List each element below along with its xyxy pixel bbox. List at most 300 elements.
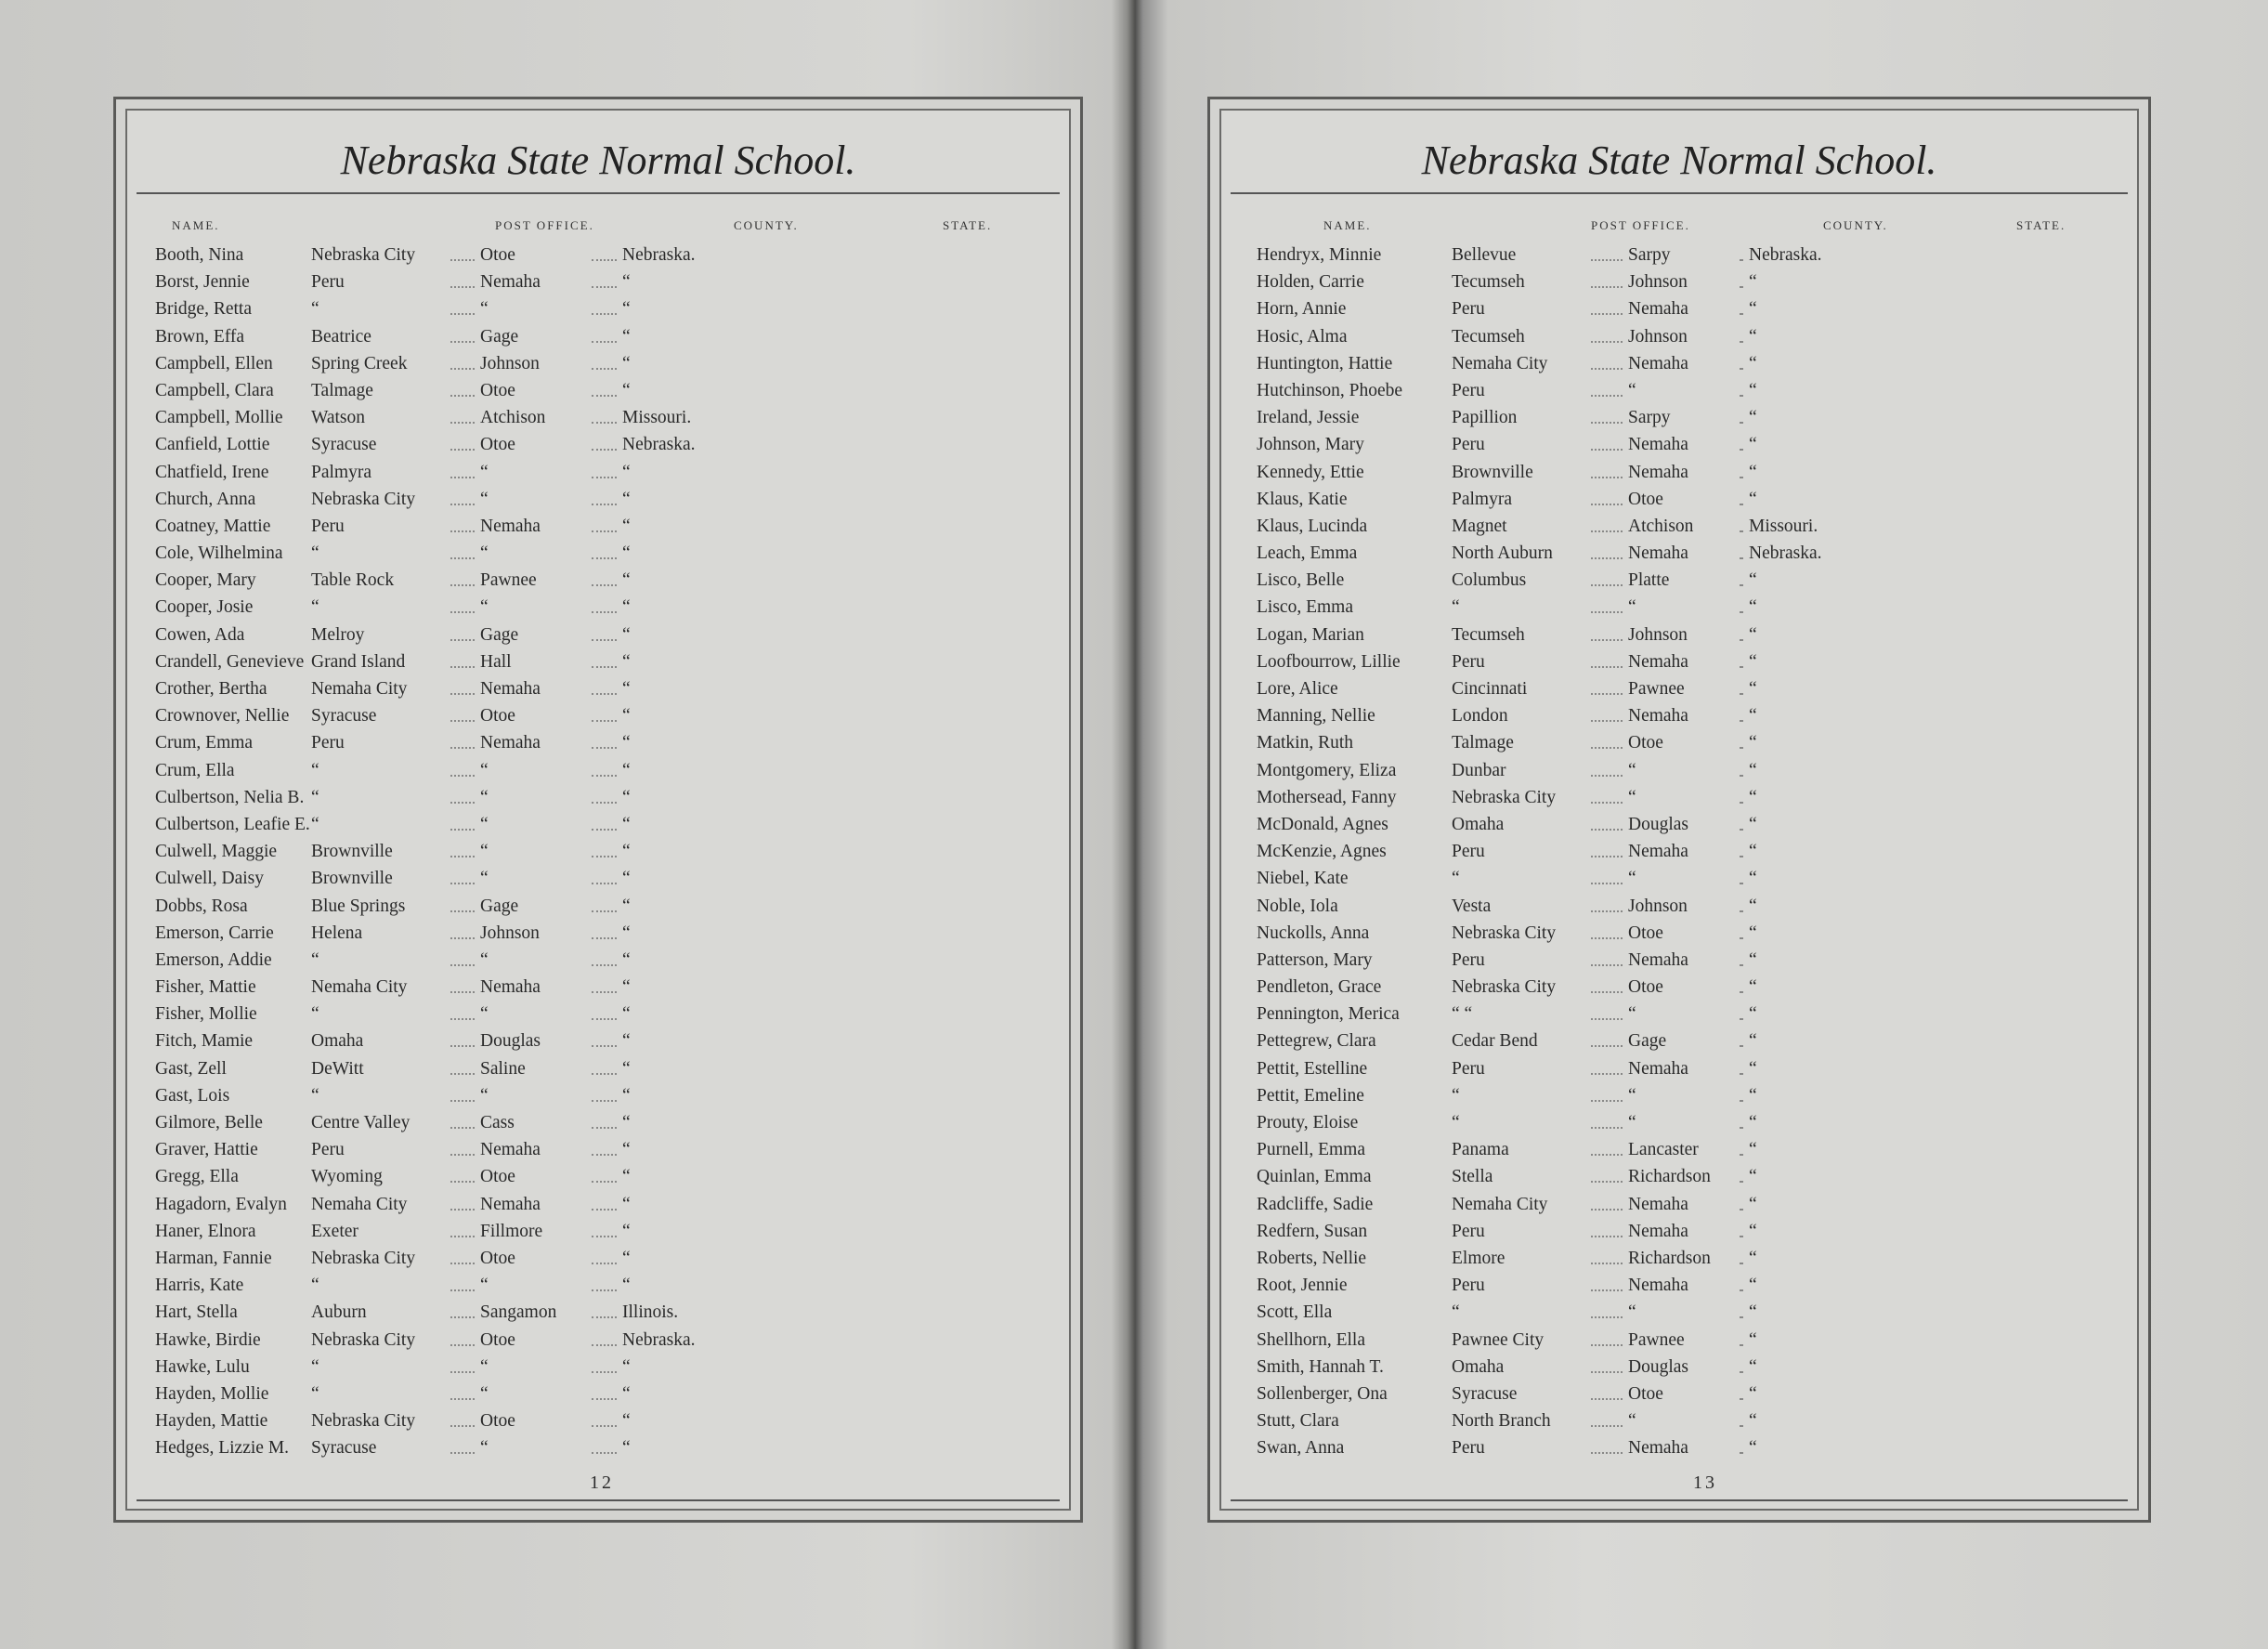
column-header-state: STATE. (943, 218, 993, 232)
leader-dots (1740, 1344, 1743, 1346)
county-cell: Douglas (1628, 811, 1692, 838)
page-header-title: Nebraska State Normal School. (1421, 137, 1937, 183)
leader-dots (450, 449, 475, 451)
leader-dots (592, 1398, 617, 1400)
student-name: Root, Jennie (1257, 1272, 1351, 1299)
table-row (116, 1109, 1080, 1136)
table-row (1210, 1245, 2148, 1272)
leader-dots (592, 395, 617, 397)
leader-dots (1740, 693, 1743, 695)
leader-dots (1591, 639, 1623, 641)
state-cell: “ (1749, 404, 1761, 431)
county-cell: Otoe (480, 1327, 519, 1354)
student-name: Johnson, Mary (1257, 431, 1368, 458)
leader-dots (592, 1073, 617, 1075)
page-number: 13 (1693, 1472, 1717, 1493)
student-name: Klaus, Katie (1257, 486, 1350, 513)
leader-dots (1591, 666, 1623, 668)
student-name: Cooper, Mary (155, 567, 260, 594)
county-cell: Johnson (1628, 622, 1691, 648)
table-row (1210, 1272, 2148, 1299)
student-name: Noble, Iola (1257, 893, 1342, 920)
county-cell: Pawnee (1628, 675, 1688, 702)
post-office-cell: “ (1452, 865, 1464, 892)
state-cell: Nebraska. (622, 242, 699, 268)
leader-dots (592, 1236, 617, 1237)
leader-dots (1740, 259, 1743, 261)
post-office-cell: Wyoming (311, 1163, 386, 1190)
state-cell: “ (622, 784, 634, 811)
state-cell: “ (1749, 974, 1761, 1001)
post-office-cell: Omaha (1452, 811, 1507, 838)
post-office-cell: Nebraska City (1452, 920, 1559, 947)
leader-dots (1740, 1018, 1743, 1020)
post-office-cell: Bellevue (1452, 242, 1519, 268)
leader-dots (450, 504, 475, 505)
state-cell: Nebraska. (622, 431, 699, 458)
student-name: Crownover, Nellie (155, 702, 293, 729)
state-cell: “ (622, 1218, 634, 1245)
post-office-cell: “ (311, 540, 323, 567)
county-cell: Richardson (1628, 1245, 1714, 1272)
leader-dots (1591, 1209, 1623, 1211)
student-name: Matkin, Ruth (1257, 729, 1357, 756)
table-row (116, 729, 1080, 756)
leader-dots (1740, 1154, 1743, 1156)
leader-dots (1591, 1316, 1623, 1318)
state-cell: “ (622, 268, 634, 295)
table-row (116, 404, 1080, 431)
page-header-title: Nebraska State Normal School. (340, 137, 856, 183)
post-office-cell: Syracuse (311, 431, 380, 458)
leader-dots (1591, 829, 1623, 831)
table-row (116, 757, 1080, 784)
table-row (1210, 377, 2148, 404)
leader-dots (1591, 1181, 1623, 1183)
leader-dots (1591, 611, 1623, 613)
header-rule (1231, 192, 2128, 194)
county-cell: Johnson (1628, 893, 1691, 920)
student-name: Gilmore, Belle (155, 1109, 267, 1136)
table-row (1210, 1434, 2148, 1461)
post-office-cell: Tecumseh (1452, 323, 1529, 350)
table-row (116, 1218, 1080, 1245)
leader-dots (1740, 1127, 1743, 1129)
student-name: Roberts, Nellie (1257, 1245, 1370, 1272)
table-row (116, 622, 1080, 648)
student-name: Pettit, Estelline (1257, 1055, 1371, 1082)
student-name: Purnell, Emma (1257, 1136, 1369, 1163)
student-name: Cooper, Josie (155, 594, 256, 621)
leader-dots (592, 829, 617, 831)
leader-dots (592, 639, 617, 641)
leader-dots (1591, 883, 1623, 884)
state-cell: “ (1749, 811, 1761, 838)
leader-dots (450, 1209, 475, 1211)
leader-dots (450, 422, 475, 424)
county-cell: Otoe (1628, 974, 1667, 1001)
post-office-cell: Omaha (311, 1027, 367, 1054)
table-row (1210, 622, 2148, 648)
county-cell: “ (480, 865, 492, 892)
county-cell: “ (1628, 1001, 1640, 1027)
leader-dots (450, 530, 475, 532)
table-row (116, 567, 1080, 594)
student-name: Loofbourrow, Lillie (1257, 648, 1404, 675)
student-name: Crandell, Genevieve (155, 648, 307, 675)
post-office-cell: Palmyra (311, 459, 375, 486)
county-cell: Nemaha (1628, 431, 1692, 458)
leader-dots (1740, 1045, 1743, 1047)
student-name: Church, Anna (155, 486, 259, 513)
county-cell: “ (1628, 594, 1640, 621)
post-office-cell: Auburn (311, 1299, 371, 1326)
county-cell: “ (1628, 784, 1640, 811)
post-office-cell: Omaha (1452, 1354, 1507, 1381)
county-cell: Hall (480, 648, 515, 675)
state-cell: “ (1749, 1001, 1761, 1027)
leader-dots (1591, 937, 1623, 939)
leader-dots (1740, 639, 1743, 641)
table-row (1210, 295, 2148, 322)
table-row (116, 893, 1080, 920)
table-row (116, 459, 1080, 486)
table-row (116, 486, 1080, 513)
student-name: Pennington, Merica (1257, 1001, 1403, 1027)
leader-dots (1740, 720, 1743, 722)
table-row (116, 1299, 1080, 1326)
table-row (116, 540, 1080, 567)
post-office-cell: Nebraska City (311, 1407, 419, 1434)
leader-dots (1591, 395, 1623, 397)
county-cell: Gage (480, 893, 522, 920)
county-cell: Otoe (1628, 486, 1667, 513)
student-name: Scott, Ella (1257, 1299, 1336, 1326)
leader-dots (1591, 1073, 1623, 1075)
state-cell: “ (622, 729, 634, 756)
state-cell: “ (1749, 1163, 1761, 1190)
student-name: Hayden, Mattie (155, 1407, 271, 1434)
student-name: Chatfield, Irene (155, 459, 272, 486)
state-cell: Missouri. (1749, 513, 1821, 540)
leader-dots (1740, 1452, 1743, 1454)
post-office-cell: Peru (1452, 1055, 1489, 1082)
county-cell: Nemaha (1628, 295, 1692, 322)
county-cell: Nemaha (1628, 947, 1692, 974)
leader-dots (1591, 1018, 1623, 1020)
leader-dots (592, 1344, 617, 1346)
county-cell: Sarpy (1628, 404, 1675, 431)
county-cell: “ (1628, 1109, 1640, 1136)
state-cell: “ (1749, 1272, 1761, 1299)
county-cell: “ (480, 295, 492, 322)
student-name: Harman, Fannie (155, 1245, 276, 1272)
leader-dots (1740, 747, 1743, 749)
county-cell: Otoe (480, 1245, 519, 1272)
state-cell: “ (1749, 431, 1761, 458)
table-row (1210, 1381, 2148, 1407)
table-row (1210, 920, 2148, 947)
county-cell: Nemaha (1628, 1272, 1692, 1299)
state-cell: “ (1749, 567, 1761, 594)
leader-dots (1591, 1263, 1623, 1264)
leader-dots (450, 1344, 475, 1346)
county-cell: Nemaha (480, 675, 544, 702)
county-cell: “ (480, 784, 492, 811)
student-list (116, 242, 1080, 1461)
county-cell: “ (1628, 757, 1640, 784)
state-cell: “ (622, 920, 634, 947)
state-cell: “ (622, 513, 634, 540)
table-row (1210, 1055, 2148, 1082)
leader-dots (592, 584, 617, 586)
leader-dots (1591, 856, 1623, 857)
state-cell: “ (1749, 1109, 1761, 1136)
state-cell: “ (622, 1001, 634, 1027)
state-cell: “ (622, 865, 634, 892)
leader-dots (1740, 1181, 1743, 1183)
table-row (1210, 540, 2148, 567)
leader-dots (1740, 1209, 1743, 1211)
student-name: McDonald, Agnes (1257, 811, 1392, 838)
student-name: Hedges, Lizzie M. (155, 1434, 293, 1461)
county-cell: “ (480, 540, 492, 567)
student-name: Smith, Hannah T. (1257, 1354, 1388, 1381)
state-cell: “ (1749, 920, 1761, 947)
post-office-cell: “ (1452, 1109, 1464, 1136)
county-cell: Pawnee (1628, 1327, 1688, 1354)
table-row (1210, 947, 2148, 974)
leader-dots (592, 666, 617, 668)
leader-dots (1740, 775, 1743, 777)
post-office-cell: Peru (1452, 377, 1489, 404)
post-office-cell: “ (311, 1354, 323, 1381)
table-row (1210, 513, 2148, 540)
county-cell: Johnson (480, 920, 543, 947)
student-name: Horn, Annie (1257, 295, 1349, 322)
leader-dots (1740, 395, 1743, 397)
right-page (1207, 97, 2151, 1523)
state-cell: “ (622, 702, 634, 729)
county-cell: “ (480, 1381, 492, 1407)
state-cell: “ (622, 1354, 634, 1381)
leader-dots (592, 856, 617, 857)
post-office-cell: “ (1452, 1299, 1464, 1326)
state-cell: “ (1749, 1245, 1761, 1272)
table-row (116, 350, 1080, 377)
state-cell: “ (622, 567, 634, 594)
county-cell: “ (1628, 1407, 1640, 1434)
table-row (1210, 404, 2148, 431)
state-cell: “ (1749, 486, 1761, 513)
county-cell: “ (480, 1272, 492, 1299)
post-office-cell: Cedar Bend (1452, 1027, 1542, 1054)
leader-dots (1591, 1344, 1623, 1346)
post-office-cell: Elmore (1452, 1245, 1508, 1272)
state-cell: “ (622, 1407, 634, 1434)
leader-dots (592, 1127, 617, 1129)
state-cell: “ (622, 622, 634, 648)
student-name: Lore, Alice (1257, 675, 1342, 702)
table-row (1210, 350, 2148, 377)
state-cell: “ (622, 757, 634, 784)
leader-dots (1591, 286, 1623, 288)
table-row (116, 811, 1080, 838)
county-cell: Nemaha (480, 268, 544, 295)
leader-dots (1591, 1154, 1623, 1156)
leader-dots (1591, 1452, 1623, 1454)
student-name: Patterson, Mary (1257, 947, 1376, 974)
leader-dots (1740, 313, 1743, 315)
county-cell: Saline (480, 1055, 529, 1082)
state-cell: “ (622, 1027, 634, 1054)
table-row (1210, 1109, 2148, 1136)
leader-dots (592, 341, 617, 343)
table-row (116, 513, 1080, 540)
student-name: Swan, Anna (1257, 1434, 1348, 1461)
state-cell: “ (622, 1163, 634, 1190)
post-office-cell: Talmage (311, 377, 377, 404)
table-row (1210, 1407, 2148, 1434)
state-cell: “ (1749, 675, 1761, 702)
post-office-cell: Peru (1452, 431, 1489, 458)
post-office-cell: Peru (311, 268, 348, 295)
post-office-cell: Nebraska City (1452, 784, 1559, 811)
leader-dots (450, 1018, 475, 1020)
post-office-cell: “ (311, 1272, 323, 1299)
leader-dots (592, 964, 617, 966)
student-name: Hagadorn, Evalyn (155, 1191, 291, 1218)
county-cell: Otoe (480, 1163, 519, 1190)
table-row (116, 431, 1080, 458)
footer-rule (137, 1499, 1060, 1501)
leader-dots (592, 1045, 617, 1047)
leader-dots (1740, 1100, 1743, 1102)
leader-dots (1740, 964, 1743, 966)
student-name: Culwell, Maggie (155, 838, 280, 865)
student-name: Pettit, Emeline (1257, 1082, 1368, 1109)
student-name: Cowen, Ada (155, 622, 248, 648)
table-row (1210, 865, 2148, 892)
leader-dots (592, 1452, 617, 1454)
state-cell: “ (622, 1136, 634, 1163)
post-office-cell: “ (1452, 1082, 1464, 1109)
leader-dots (592, 1263, 617, 1264)
table-row (116, 295, 1080, 322)
column-header-name: NAME. (1323, 218, 1372, 232)
post-office-cell: Cincinnati (1452, 675, 1531, 702)
state-cell: “ (622, 838, 634, 865)
state-cell: “ (1749, 1082, 1761, 1109)
table-row (1210, 675, 2148, 702)
county-cell: Douglas (1628, 1354, 1692, 1381)
state-cell: “ (622, 675, 634, 702)
student-name: Crother, Bertha (155, 675, 271, 702)
county-cell: Lancaster (1628, 1136, 1702, 1163)
post-office-cell: Magnet (1452, 513, 1511, 540)
table-row (1210, 974, 2148, 1001)
post-office-cell: Peru (1452, 295, 1489, 322)
leader-dots (592, 1181, 617, 1183)
leader-dots (1591, 1127, 1623, 1129)
leader-dots (1740, 991, 1743, 993)
county-cell: Richardson (1628, 1163, 1714, 1190)
leader-dots (1591, 1425, 1623, 1427)
leader-dots (450, 1045, 475, 1047)
student-name: Coatney, Mattie (155, 513, 274, 540)
county-cell: “ (480, 947, 492, 974)
leader-dots (1740, 530, 1743, 532)
student-name: Huntington, Hattie (1257, 350, 1396, 377)
state-cell: Missouri. (622, 404, 695, 431)
county-cell: Otoe (480, 1407, 519, 1434)
county-cell: Nemaha (1628, 648, 1692, 675)
leader-dots (592, 1316, 617, 1318)
leader-dots (450, 1452, 475, 1454)
post-office-cell: Peru (1452, 1272, 1489, 1299)
student-name: Montgomery, Eliza (1257, 757, 1400, 784)
leader-dots (1740, 937, 1743, 939)
state-cell: “ (622, 947, 634, 974)
post-office-cell: Nemaha City (311, 974, 411, 1001)
state-cell: “ (622, 974, 634, 1001)
county-cell: Nemaha (1628, 702, 1692, 729)
county-cell: Pawnee (480, 567, 541, 594)
county-cell: “ (480, 1001, 492, 1027)
student-name: Klaus, Lucinda (1257, 513, 1371, 540)
table-row (1210, 1163, 2148, 1190)
post-office-cell: “ (311, 947, 323, 974)
student-name: Sollenberger, Ona (1257, 1381, 1391, 1407)
table-row (116, 1082, 1080, 1109)
state-cell: Nebraska. (1749, 540, 1826, 567)
state-cell: “ (1749, 1381, 1761, 1407)
leader-dots (1740, 341, 1743, 343)
table-row (1210, 838, 2148, 865)
leader-dots (450, 1100, 475, 1102)
leader-dots (450, 477, 475, 478)
state-cell: “ (1749, 893, 1761, 920)
county-cell: Douglas (480, 1027, 544, 1054)
table-row (116, 1407, 1080, 1434)
county-cell: Gage (480, 622, 522, 648)
leader-dots (592, 883, 617, 884)
student-name: Lisco, Emma (1257, 594, 1357, 621)
county-cell: Atchison (480, 404, 549, 431)
state-cell: “ (1749, 459, 1761, 486)
state-cell: “ (1749, 1299, 1761, 1326)
student-name: Kennedy, Ettie (1257, 459, 1368, 486)
county-cell: Fillmore (480, 1218, 546, 1245)
post-office-cell: Talmage (1452, 729, 1518, 756)
student-name: Haner, Elnora (155, 1218, 260, 1245)
leader-dots (1591, 422, 1623, 424)
post-office-cell: Exeter (311, 1218, 362, 1245)
county-cell: “ (480, 757, 492, 784)
table-row (1210, 1082, 2148, 1109)
post-office-cell: Peru (311, 729, 348, 756)
state-cell: “ (1749, 1027, 1761, 1054)
county-cell: Otoe (1628, 729, 1667, 756)
leader-dots (1591, 775, 1623, 777)
leader-dots (450, 611, 475, 613)
post-office-cell: Grand Island (311, 648, 409, 675)
state-cell: “ (1749, 729, 1761, 756)
leader-dots (592, 693, 617, 695)
county-cell: Otoe (1628, 920, 1667, 947)
table-row (116, 1055, 1080, 1082)
leader-dots (592, 937, 617, 939)
